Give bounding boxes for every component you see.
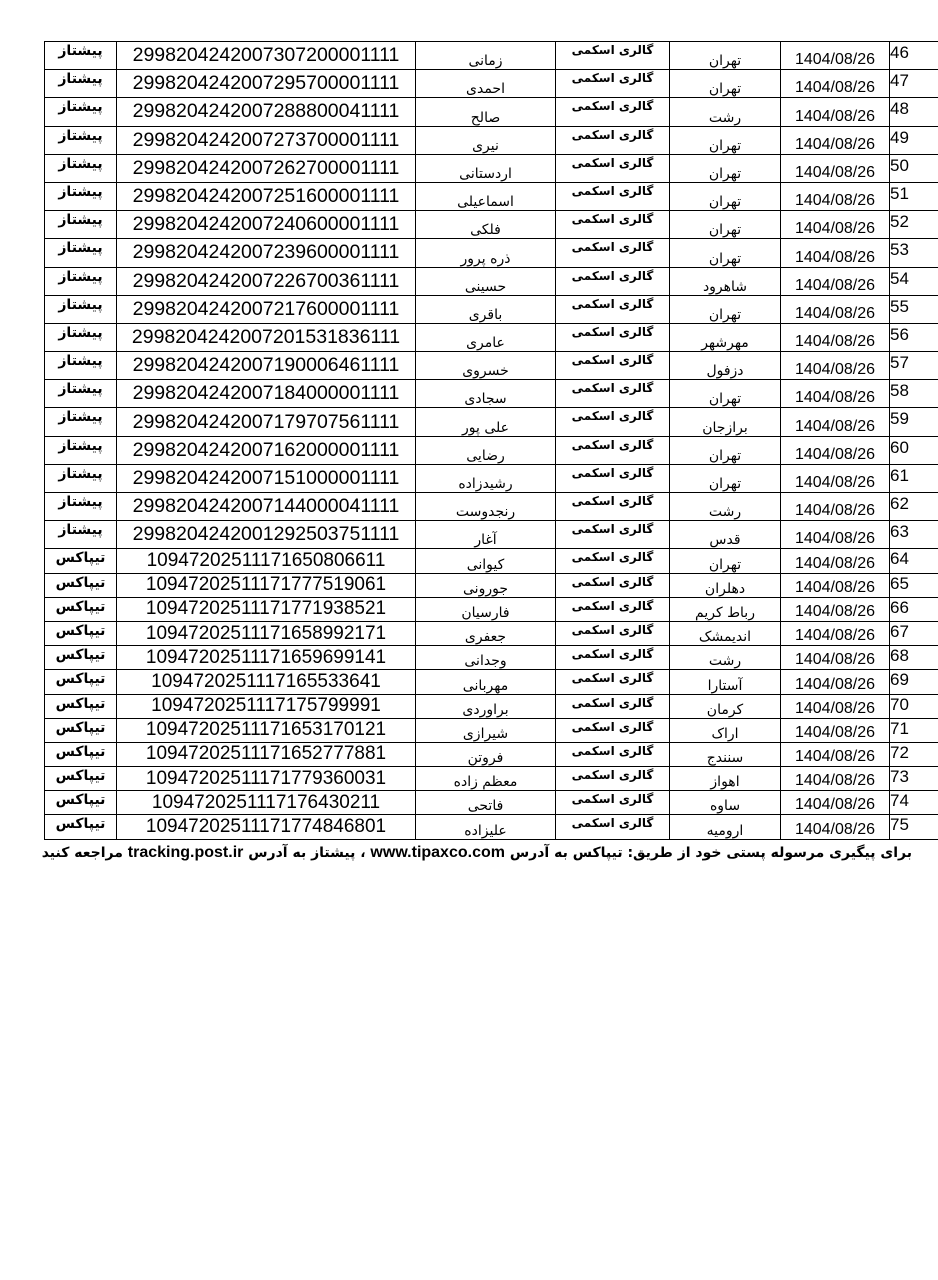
carrier-cell: پیشتاز <box>45 42 117 70</box>
sender-cell: گالری اسکمی <box>556 380 670 408</box>
row-number-cell: 62 <box>890 493 938 521</box>
table-row <box>45 815 938 839</box>
row-number-cell: 72 <box>890 742 938 766</box>
recipient-name-cell: فاتحی <box>416 791 556 815</box>
tracking-code-cell: 10947202511171653170121 <box>117 718 416 742</box>
recipient-name-cell: فروتن <box>416 742 556 766</box>
carrier-cell: تیپاکس <box>45 670 117 694</box>
recipient-name-cell: رضایی <box>416 436 556 464</box>
tracking-code-cell: 2998204242007190006461111 <box>117 352 416 380</box>
tracking-code-cell: 2998204242007184000001111 <box>117 380 416 408</box>
table-row <box>45 521 938 549</box>
recipient-name-cell: سجادی <box>416 380 556 408</box>
city-cell: اندیمشک <box>670 621 781 645</box>
city-cell: قدس <box>670 521 781 549</box>
date-cell: 1404/08/26 <box>781 670 890 694</box>
date-cell: 1404/08/26 <box>781 380 890 408</box>
carrier-cell: پیشتاز <box>45 295 117 323</box>
tracking-code-cell: 10947202511171777519061 <box>117 573 416 597</box>
row-number-cell: 59 <box>890 408 938 436</box>
row-number-cell: 74 <box>890 791 938 815</box>
row-number-cell: 56 <box>890 323 938 351</box>
tracking-code-cell: 1094720251117176430211 <box>117 791 416 815</box>
date-cell: 1404/08/26 <box>781 718 890 742</box>
carrier-cell: پیشتاز <box>45 521 117 549</box>
recipient-name-cell: زمانی <box>416 42 556 70</box>
table-row <box>45 791 938 815</box>
sender-cell: گالری اسکمی <box>556 597 670 621</box>
tipax-url: www.tipaxco.com <box>370 844 505 861</box>
date-cell: 1404/08/26 <box>781 239 890 267</box>
sender-cell: گالری اسکمی <box>556 718 670 742</box>
date-cell: 1404/08/26 <box>781 436 890 464</box>
sender-cell: گالری اسکمی <box>556 239 670 267</box>
table-row <box>45 70 938 98</box>
recipient-name-cell: جورونی <box>416 573 556 597</box>
date-cell: 1404/08/26 <box>781 295 890 323</box>
city-cell: تهران <box>670 126 781 154</box>
carrier-cell: تیپاکس <box>45 646 117 670</box>
date-cell: 1404/08/26 <box>781 70 890 98</box>
city-cell: تهران <box>670 154 781 182</box>
carrier-cell: پیشتاز <box>45 182 117 210</box>
shipment-table <box>44 41 938 840</box>
tracking-code-cell: 10947202511171650806611 <box>117 549 416 573</box>
tracking-code-cell: 2998204242007262700001111 <box>117 154 416 182</box>
table-row <box>45 267 938 295</box>
table-row <box>45 211 938 239</box>
tracking-code-cell: 2998204242007162000001111 <box>117 436 416 464</box>
city-cell: تهران <box>670 380 781 408</box>
post-url: tracking.post.ir <box>127 844 244 861</box>
city-cell: برازجان <box>670 408 781 436</box>
city-cell: تهران <box>670 295 781 323</box>
date-cell: 1404/08/26 <box>781 182 890 210</box>
sender-cell: گالری اسکمی <box>556 694 670 718</box>
sender-cell: گالری اسکمی <box>556 436 670 464</box>
carrier-cell: پیشتاز <box>45 493 117 521</box>
recipient-name-cell: رنجدوست <box>416 493 556 521</box>
sender-cell: گالری اسکمی <box>556 323 670 351</box>
date-cell: 1404/08/26 <box>781 154 890 182</box>
sender-cell: گالری اسکمی <box>556 646 670 670</box>
date-cell: 1404/08/26 <box>781 646 890 670</box>
carrier-cell: پیشتاز <box>45 70 117 98</box>
city-cell: آستارا <box>670 670 781 694</box>
carrier-cell: پیشتاز <box>45 464 117 492</box>
date-cell: 1404/08/26 <box>781 549 890 573</box>
row-number-cell: 65 <box>890 573 938 597</box>
table-row <box>45 742 938 766</box>
tracking-code-cell: 2998204242007295700001111 <box>117 70 416 98</box>
carrier-cell: تیپاکس <box>45 791 117 815</box>
row-number-cell: 46 <box>890 42 938 70</box>
date-cell: 1404/08/26 <box>781 521 890 549</box>
sender-cell: گالری اسکمی <box>556 267 670 295</box>
table-row <box>45 380 938 408</box>
recipient-name-cell: مهربانی <box>416 670 556 694</box>
carrier-cell: تیپاکس <box>45 597 117 621</box>
sender-cell: گالری اسکمی <box>556 621 670 645</box>
table-row <box>45 767 938 791</box>
sender-cell: گالری اسکمی <box>556 42 670 70</box>
city-cell: شاهرود <box>670 267 781 295</box>
sender-cell: گالری اسکمی <box>556 549 670 573</box>
row-number-cell: 57 <box>890 352 938 380</box>
recipient-name-cell: آغار <box>416 521 556 549</box>
city-cell: کرمان <box>670 694 781 718</box>
city-cell: رشت <box>670 98 781 126</box>
table-row <box>45 42 938 70</box>
date-cell: 1404/08/26 <box>781 464 890 492</box>
tracking-code-cell: 10947202511171774846801 <box>117 815 416 839</box>
city-cell: ساوه <box>670 791 781 815</box>
recipient-name-cell: عامری <box>416 323 556 351</box>
sender-cell: گالری اسکمی <box>556 182 670 210</box>
row-number-cell: 60 <box>890 436 938 464</box>
recipient-name-cell: خسروی <box>416 352 556 380</box>
table-row <box>45 549 938 573</box>
table-row <box>45 621 938 645</box>
carrier-cell: پیشتاز <box>45 267 117 295</box>
row-number-cell: 75 <box>890 815 938 839</box>
tracking-code-cell: 2998204242007240600001111 <box>117 211 416 239</box>
shipment-table-body <box>45 42 938 840</box>
sender-cell: گالری اسکمی <box>556 352 670 380</box>
city-cell: تهران <box>670 211 781 239</box>
date-cell: 1404/08/26 <box>781 742 890 766</box>
recipient-name-cell: اسماعیلی <box>416 182 556 210</box>
row-number-cell: 55 <box>890 295 938 323</box>
table-row <box>45 493 938 521</box>
table-row <box>45 597 938 621</box>
row-number-cell: 48 <box>890 98 938 126</box>
sender-cell: گالری اسکمی <box>556 211 670 239</box>
sender-cell: گالری اسکمی <box>556 154 670 182</box>
table-row <box>45 154 938 182</box>
tracking-code-cell: 10947202511171658992171 <box>117 621 416 645</box>
carrier-cell: تیپاکس <box>45 767 117 791</box>
row-number-cell: 52 <box>890 211 938 239</box>
tracking-code-cell: 1094720251117165533641 <box>117 670 416 694</box>
sender-cell: گالری اسکمی <box>556 493 670 521</box>
date-cell: 1404/08/26 <box>781 211 890 239</box>
carrier-cell: پیشتاز <box>45 323 117 351</box>
carrier-cell: پیشتاز <box>45 408 117 436</box>
carrier-cell: تیپاکس <box>45 815 117 839</box>
row-number-cell: 67 <box>890 621 938 645</box>
date-cell: 1404/08/26 <box>781 767 890 791</box>
carrier-cell: تیپاکس <box>45 549 117 573</box>
tracking-code-cell: 10947202511171659699141 <box>117 646 416 670</box>
row-number-cell: 61 <box>890 464 938 492</box>
recipient-name-cell: براوردی <box>416 694 556 718</box>
recipient-name-cell: نیری <box>416 126 556 154</box>
date-cell: 1404/08/26 <box>781 42 890 70</box>
recipient-name-cell: فارسیان <box>416 597 556 621</box>
row-number-cell: 58 <box>890 380 938 408</box>
sender-cell: گالری اسکمی <box>556 791 670 815</box>
city-cell: دهلران <box>670 573 781 597</box>
row-number-cell: 49 <box>890 126 938 154</box>
sender-cell: گالری اسکمی <box>556 70 670 98</box>
tracking-code-cell: 2998204242001292503751111 <box>117 521 416 549</box>
city-cell: اهواز <box>670 767 781 791</box>
row-number-cell: 69 <box>890 670 938 694</box>
carrier-cell: پیشتاز <box>45 211 117 239</box>
tracking-footnote <box>40 844 912 862</box>
sender-cell: گالری اسکمی <box>556 126 670 154</box>
date-cell: 1404/08/26 <box>781 597 890 621</box>
sender-cell: گالری اسکمی <box>556 464 670 492</box>
table-row <box>45 408 938 436</box>
date-cell: 1404/08/26 <box>781 267 890 295</box>
recipient-name-cell: فلکی <box>416 211 556 239</box>
carrier-cell: تیپاکس <box>45 621 117 645</box>
carrier-cell: پیشتاز <box>45 352 117 380</box>
table-row <box>45 573 938 597</box>
city-cell: ارومیه <box>670 815 781 839</box>
table-row <box>45 464 938 492</box>
carrier-cell: پیشتاز <box>45 239 117 267</box>
table-row <box>45 126 938 154</box>
date-cell: 1404/08/26 <box>781 493 890 521</box>
footnote-middle: ، پیشتاز به آدرس <box>248 845 366 861</box>
date-cell: 1404/08/26 <box>781 791 890 815</box>
tracking-code-cell: 2998204242007251600001111 <box>117 182 416 210</box>
sender-cell: گالری اسکمی <box>556 295 670 323</box>
carrier-cell: پیشتاز <box>45 154 117 182</box>
tracking-code-cell: 10947202511171771938521 <box>117 597 416 621</box>
city-cell: دزفول <box>670 352 781 380</box>
recipient-name-cell: رشیدزاده <box>416 464 556 492</box>
city-cell: تهران <box>670 70 781 98</box>
row-number-cell: 47 <box>890 70 938 98</box>
city-cell: رشت <box>670 493 781 521</box>
row-number-cell: 64 <box>890 549 938 573</box>
carrier-cell: تیپاکس <box>45 573 117 597</box>
row-number-cell: 73 <box>890 767 938 791</box>
sender-cell: گالری اسکمی <box>556 815 670 839</box>
carrier-cell: تیپاکس <box>45 742 117 766</box>
row-number-cell: 51 <box>890 182 938 210</box>
table-row <box>45 352 938 380</box>
tracking-code-cell: 2998204242007226700361111 <box>117 267 416 295</box>
sender-cell: گالری اسکمی <box>556 98 670 126</box>
sender-cell: گالری اسکمی <box>556 521 670 549</box>
carrier-cell: تیپاکس <box>45 718 117 742</box>
carrier-cell: پیشتاز <box>45 126 117 154</box>
sender-cell: گالری اسکمی <box>556 767 670 791</box>
recipient-name-cell: وجدانی <box>416 646 556 670</box>
sender-cell: گالری اسکمی <box>556 742 670 766</box>
tracking-code-cell: 1094720251117175799991 <box>117 694 416 718</box>
city-cell: اراک <box>670 718 781 742</box>
city-cell: تهران <box>670 182 781 210</box>
table-row <box>45 323 938 351</box>
recipient-name-cell: حسینی <box>416 267 556 295</box>
recipient-name-cell: باقری <box>416 295 556 323</box>
carrier-cell: تیپاکس <box>45 694 117 718</box>
recipient-name-cell: صالح <box>416 98 556 126</box>
carrier-cell: پیشتاز <box>45 436 117 464</box>
recipient-name-cell: جعفری <box>416 621 556 645</box>
row-number-cell: 70 <box>890 694 938 718</box>
city-cell: تهران <box>670 239 781 267</box>
recipient-name-cell: احمدی <box>416 70 556 98</box>
date-cell: 1404/08/26 <box>781 815 890 839</box>
city-cell: تهران <box>670 549 781 573</box>
city-cell: مهرشهر <box>670 323 781 351</box>
recipient-name-cell: علیزاده <box>416 815 556 839</box>
city-cell: تهران <box>670 464 781 492</box>
row-number-cell: 50 <box>890 154 938 182</box>
table-row <box>45 239 938 267</box>
table-row <box>45 646 938 670</box>
city-cell: رباط کریم <box>670 597 781 621</box>
tracking-code-cell: 10947202511171779360031 <box>117 767 416 791</box>
carrier-cell: پیشتاز <box>45 98 117 126</box>
tracking-code-cell: 2998204242007151000001111 <box>117 464 416 492</box>
sender-cell: گالری اسکمی <box>556 573 670 597</box>
date-cell: 1404/08/26 <box>781 126 890 154</box>
city-cell: رشت <box>670 646 781 670</box>
row-number-cell: 68 <box>890 646 938 670</box>
sender-cell: گالری اسکمی <box>556 670 670 694</box>
city-cell: تهران <box>670 42 781 70</box>
tracking-code-cell: 2998204242007273700001111 <box>117 126 416 154</box>
recipient-name-cell: کیوانی <box>416 549 556 573</box>
row-number-cell: 71 <box>890 718 938 742</box>
table-row <box>45 436 938 464</box>
table-row <box>45 670 938 694</box>
tracking-code-cell: 2998204242007288800041111 <box>117 98 416 126</box>
table-row <box>45 182 938 210</box>
row-number-cell: 53 <box>890 239 938 267</box>
carrier-cell: پیشتاز <box>45 380 117 408</box>
date-cell: 1404/08/26 <box>781 408 890 436</box>
date-cell: 1404/08/26 <box>781 98 890 126</box>
recipient-name-cell: ذره پرور <box>416 239 556 267</box>
tracking-code-cell: 2998204242007179707561111 <box>117 408 416 436</box>
tracking-code-cell: 2998204242007201531836111 <box>117 323 416 351</box>
row-number-cell: 63 <box>890 521 938 549</box>
footnote-suffix: مراجعه کنید <box>41 845 123 861</box>
date-cell: 1404/08/26 <box>781 573 890 597</box>
table-row <box>45 718 938 742</box>
city-cell: سنندج <box>670 742 781 766</box>
sender-cell: گالری اسکمی <box>556 408 670 436</box>
row-number-cell: 54 <box>890 267 938 295</box>
recipient-name-cell: معظم زاده <box>416 767 556 791</box>
date-cell: 1404/08/26 <box>781 621 890 645</box>
tracking-code-cell: 2998204242007307200001111 <box>117 42 416 70</box>
recipient-name-cell: اردستانی <box>416 154 556 182</box>
tracking-code-cell: 2998204242007217600001111 <box>117 295 416 323</box>
tracking-code-cell: 10947202511171652777881 <box>117 742 416 766</box>
table-row <box>45 694 938 718</box>
row-number-cell: 66 <box>890 597 938 621</box>
recipient-name-cell: علی پور <box>416 408 556 436</box>
tracking-code-cell: 2998204242007239600001111 <box>117 239 416 267</box>
recipient-name-cell: شیرازی <box>416 718 556 742</box>
date-cell: 1404/08/26 <box>781 352 890 380</box>
date-cell: 1404/08/26 <box>781 323 890 351</box>
table-row <box>45 295 938 323</box>
date-cell: 1404/08/26 <box>781 694 890 718</box>
city-cell: تهران <box>670 436 781 464</box>
footnote-prefix: برای پیگیری مرسوله پستی خود از طریق: تیپاکس به آدرس <box>509 845 912 861</box>
table-row <box>45 98 938 126</box>
tracking-code-cell: 2998204242007144000041111 <box>117 493 416 521</box>
